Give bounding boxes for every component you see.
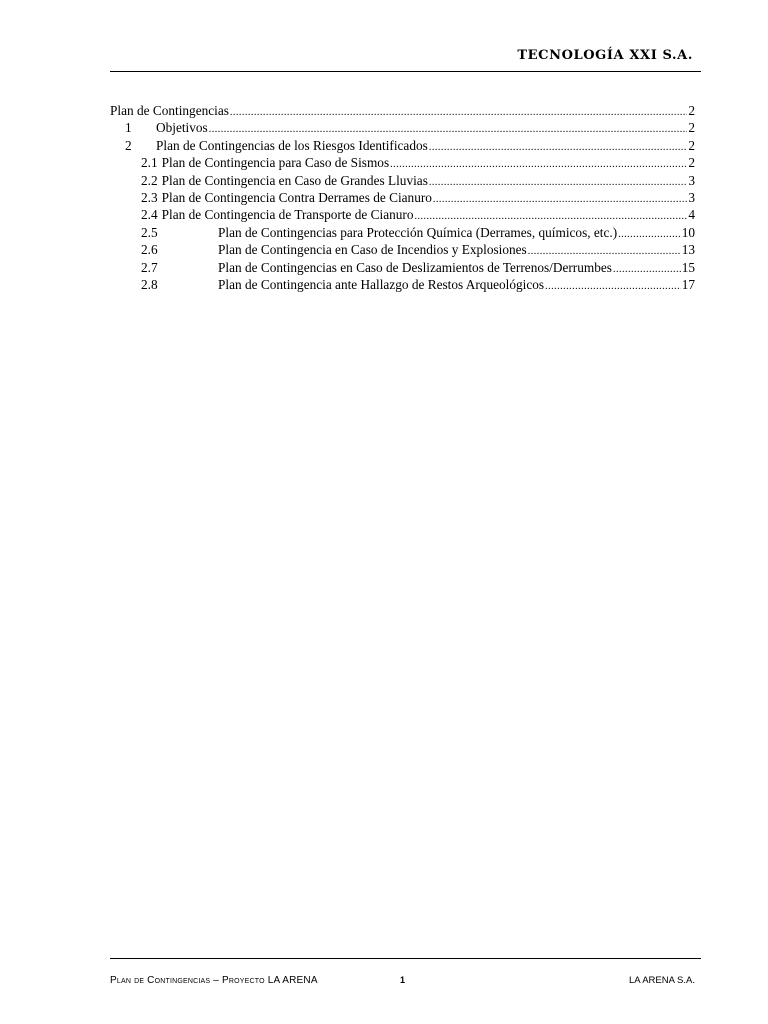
toc-entry-page: 2 [688,137,695,153]
toc-entry[interactable] [110,138,695,155]
toc-entry-page: 3 [688,172,695,188]
toc-entry[interactable] [110,120,695,137]
toc-entry-title: Plan de Contingencia de Transporte de Cianuro [161,207,414,223]
toc-entry-page: 2 [688,120,695,136]
toc-entry-page: 4 [688,207,695,223]
toc-entry-title: Plan de Contingencia en Caso de Incendios y Explosiones [218,242,527,258]
toc-entry[interactable] [110,173,695,190]
toc-entry[interactable] [110,225,695,242]
footer-rule [110,958,701,959]
toc-entry-title: Plan de Contingencias en Caso de Deslizamientos de Terrenos/Derrumbes [218,259,612,275]
toc-entry-number: 2.1 [141,155,158,171]
toc-dot-leader [545,277,681,293]
toc-entry-title: Plan de Contingencias [110,103,229,118]
toc-entry-title: Plan de Contingencias para Protección Química (Derrames, químicos, etc.) [218,224,618,240]
toc-entry-number: 2.3 [141,189,158,205]
toc-entry[interactable] [110,190,695,207]
toc-entry-title: Plan de Contingencia Contra Derrames de Cianuro [161,189,432,205]
toc-entry[interactable] [110,260,695,277]
toc-dot-leader [429,138,688,154]
toc-entry[interactable] [110,103,695,120]
toc-entry-number: 2.7 [141,259,158,275]
toc-entry-title: Objetivos [156,120,208,136]
toc-dot-leader [433,190,687,206]
toc-entry-number: 2.4 [141,207,158,223]
toc-entry-page: 17 [681,276,695,292]
toc-entry[interactable] [110,155,695,172]
toc-entry[interactable] [110,207,695,224]
toc-dot-leader [415,207,688,223]
toc-entry-page: 13 [681,242,695,258]
toc-entry-page: 2 [688,103,695,118]
header-company-name: TECNOLOGÍA XXI S.A. [517,48,693,63]
toc-entry-page: 15 [681,259,695,275]
toc-entry-number: 2 [125,137,132,153]
toc-dot-leader [230,103,687,119]
toc-dot-leader [528,242,681,258]
toc-entry-number: 2.5 [141,224,158,240]
toc-entry-number: 2.6 [141,242,158,258]
table-of-contents [110,103,695,294]
toc-entry-title: Plan de Contingencias de los Riesgos Identificados [156,137,428,153]
footer-document-title: Plan de Contingencias – Proyecto LA ARENA [110,975,318,986]
toc-entry-page: 3 [688,189,695,205]
footer-page-number: 1 [400,975,406,985]
header-rule [110,71,701,72]
toc-entry-title: Plan de Contingencia para Caso de Sismos [161,155,390,171]
toc-entry-number: 2.2 [141,172,158,188]
toc-entry-title: Plan de Contingencia ante Hallazgo de Restos Arqueológicos [218,276,545,292]
toc-dot-leader [209,120,688,136]
toc-entry-number: 1 [125,120,132,136]
toc-entry-number: 2.8 [141,276,158,292]
toc-entry[interactable] [110,242,695,259]
toc-entry[interactable] [110,277,695,294]
toc-dot-leader [429,173,687,189]
toc-entry-title: Plan de Contingencia en Caso de Grandes Lluvias [161,172,428,188]
toc-dot-leader [390,155,687,171]
toc-entry-page: 2 [688,155,695,171]
toc-dot-leader [618,225,681,241]
footer-company: LA ARENA S.A. [628,975,695,986]
toc-dot-leader [613,260,681,276]
toc-entry-page: 10 [681,224,695,240]
